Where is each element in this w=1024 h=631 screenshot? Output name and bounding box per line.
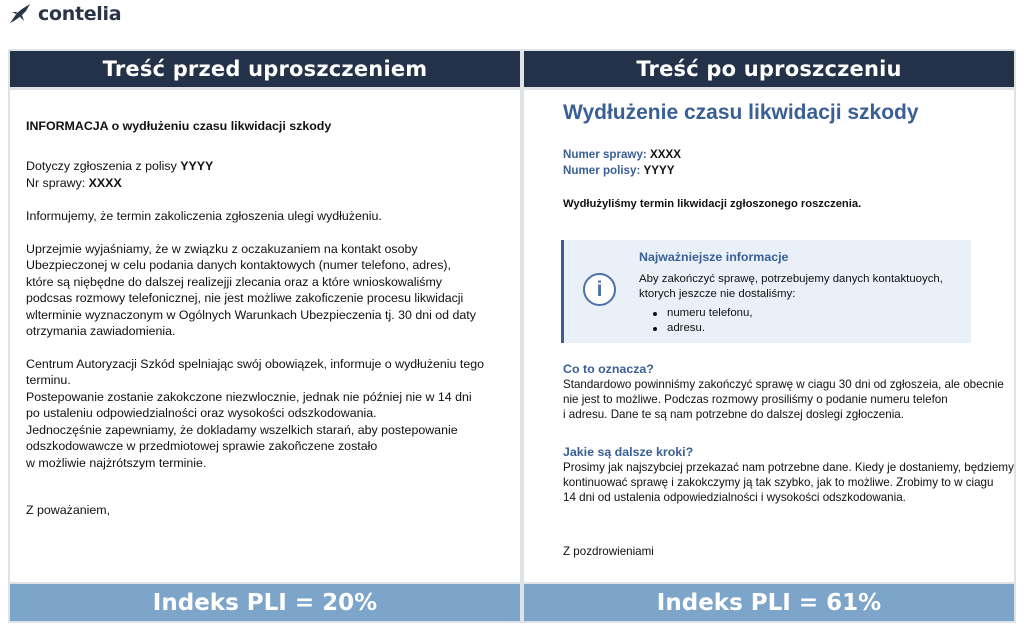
paragraph-line: Postepowanie zostanie zakokczone niezwlocznie, jednak nie później nie w 14 dni — [26, 389, 472, 404]
before-column — [10, 49, 520, 623]
policy-line — [26, 158, 213, 174]
bullet-icon — [653, 327, 657, 331]
section-1-title: Co to oznacza? — [563, 362, 654, 376]
paragraph-line: Centrum Autoryzacji Szkód spelniając swój obowiązek, informuje o wydłużeniu tego terminu. — [26, 357, 484, 388]
paragraph-line: kontinuować sprawę i zakokczymy ją tak szybko, jak to możliwe. Zrobimy to w ciagu — [563, 476, 994, 489]
paragraph-line: Prosimy jak najszybciej przekazać nam potrzebne dane. Kiedy je dostaniemy, będziemy — [563, 461, 1014, 474]
policy-label: Numer polisy: — [563, 164, 641, 177]
lead-sentence: Wydłużyliśmy termin likwidacji zgłoszonego roszczenia. — [563, 198, 862, 210]
paragraph-line: otrzymania zawiadomienia. — [26, 324, 176, 339]
doc-title: INFORMACJA o wydłużeniu czasu likwidacji szkody — [26, 119, 332, 133]
brand-name: contelia — [38, 3, 122, 25]
list-item-text: adresu. — [667, 322, 705, 334]
comparison-panel — [8, 49, 1016, 623]
paragraph-line: Ubezpieczonej w celu podania danych kontaktowych (numer telefono, adres), — [26, 258, 451, 273]
after-header: Treść po uproszczeniu — [524, 51, 1014, 87]
policy-value: YYYY — [643, 164, 675, 177]
info-text: Aby zakończyć sprawę, potrzebujemy danych kontaktuoych, ktorych jeszcze nie dostaliśmy: — [639, 273, 943, 300]
case-prefix: Nr sprawy: — [26, 176, 89, 190]
policy-line — [563, 163, 674, 178]
paragraph-line: po ustaleniu odpowiedzialności oraz wysokości odszkodowania. — [26, 406, 377, 421]
list-item — [639, 321, 753, 336]
before-document — [10, 90, 520, 582]
paragraph-line: w możliwie najżrótszym terminie. — [26, 455, 207, 470]
section-2-title: Jakie są dalsze kroki? — [563, 445, 694, 459]
after-document — [524, 90, 1014, 582]
list-item — [639, 306, 753, 321]
after-column — [524, 49, 1014, 623]
paragraph-line: Jednoczęśnie zapewniamy, że dokladamy wszelkich starań, aby postepowanie — [26, 423, 458, 437]
case-label: Numer sprawy: — [563, 148, 647, 161]
section-2-body — [563, 460, 1014, 505]
section-1-body — [563, 377, 1004, 422]
paragraph-line: Uprzejmie wyjaśniamy, że w związku z oczakuzaniem na kontakt osoby — [26, 242, 418, 256]
paragraph-line: 14 dni od ustalenia odpowiedzialności i wysokości odszkodowania. — [563, 491, 906, 504]
paragraph-line: podcsas rozmowy telefonicznej, nie jest możliwe zakoficzenie procesu likwidacji — [26, 291, 464, 306]
case-line — [26, 175, 122, 191]
doc-title: Wydłużenie czasu likwidacji szkody — [563, 101, 919, 124]
paragraph-line: które są niębędne do dalszej realizejji zlecania oraz a które wnioskowaliśmy — [26, 274, 442, 289]
paragraph-1: Informujemy, że termin zakoliczenia zgłoszenia ulegi wydłużeniu. — [26, 209, 382, 223]
closing: Z poważaniem, — [26, 503, 111, 517]
paragraph-line: wlterminie wyznaczonym w Ogólnych Warunkach Ubezpieczenia tj. 30 dni od daty — [26, 307, 476, 322]
case-value: XXXX — [88, 176, 122, 190]
policy-prefix: Dotyczy zgłoszenia z polisy — [26, 159, 181, 173]
key-info-box — [561, 240, 971, 343]
after-pli-index: Indeks PLI = 61% — [524, 584, 1014, 621]
closing: Z pozdrowieniami — [563, 545, 654, 558]
paragraph-line: odszkodowawcze w przedmiotowej sprawie zakoñczene zostało — [26, 439, 378, 454]
paragraph-line: i adresu. Dane te są nam potrzebne do dalszej doslegi zgłoczenia. — [563, 408, 904, 421]
info-icon: i — [583, 273, 616, 306]
case-value: XXXX — [650, 148, 681, 161]
paragraph-line: Standardowo powinniśmy zakończyć sprawę w ciagu 30 dni od zgłoszeia, ale obecnie — [563, 378, 1004, 391]
bullet-icon — [653, 312, 657, 316]
bird-logo-icon — [8, 3, 32, 25]
info-list — [639, 306, 753, 336]
paragraph-3 — [26, 356, 520, 422]
paragraph-line: nie jest to możliwe. Podczas rozmowy prosiliśmy o podanie numeru telefon — [563, 393, 948, 406]
brand-logo — [8, 2, 121, 26]
case-line — [563, 147, 681, 162]
policy-value: YYYY — [180, 159, 214, 173]
list-item-text: numeru telefonu, — [667, 307, 753, 319]
info-title: Najważniejsze informacje — [639, 250, 789, 264]
before-pli-index: Indeks PLI = 20% — [10, 584, 520, 621]
paragraph-4 — [26, 422, 458, 471]
paragraph-2 — [26, 241, 476, 339]
before-header: Treść przed uproszczeniem — [10, 51, 520, 87]
